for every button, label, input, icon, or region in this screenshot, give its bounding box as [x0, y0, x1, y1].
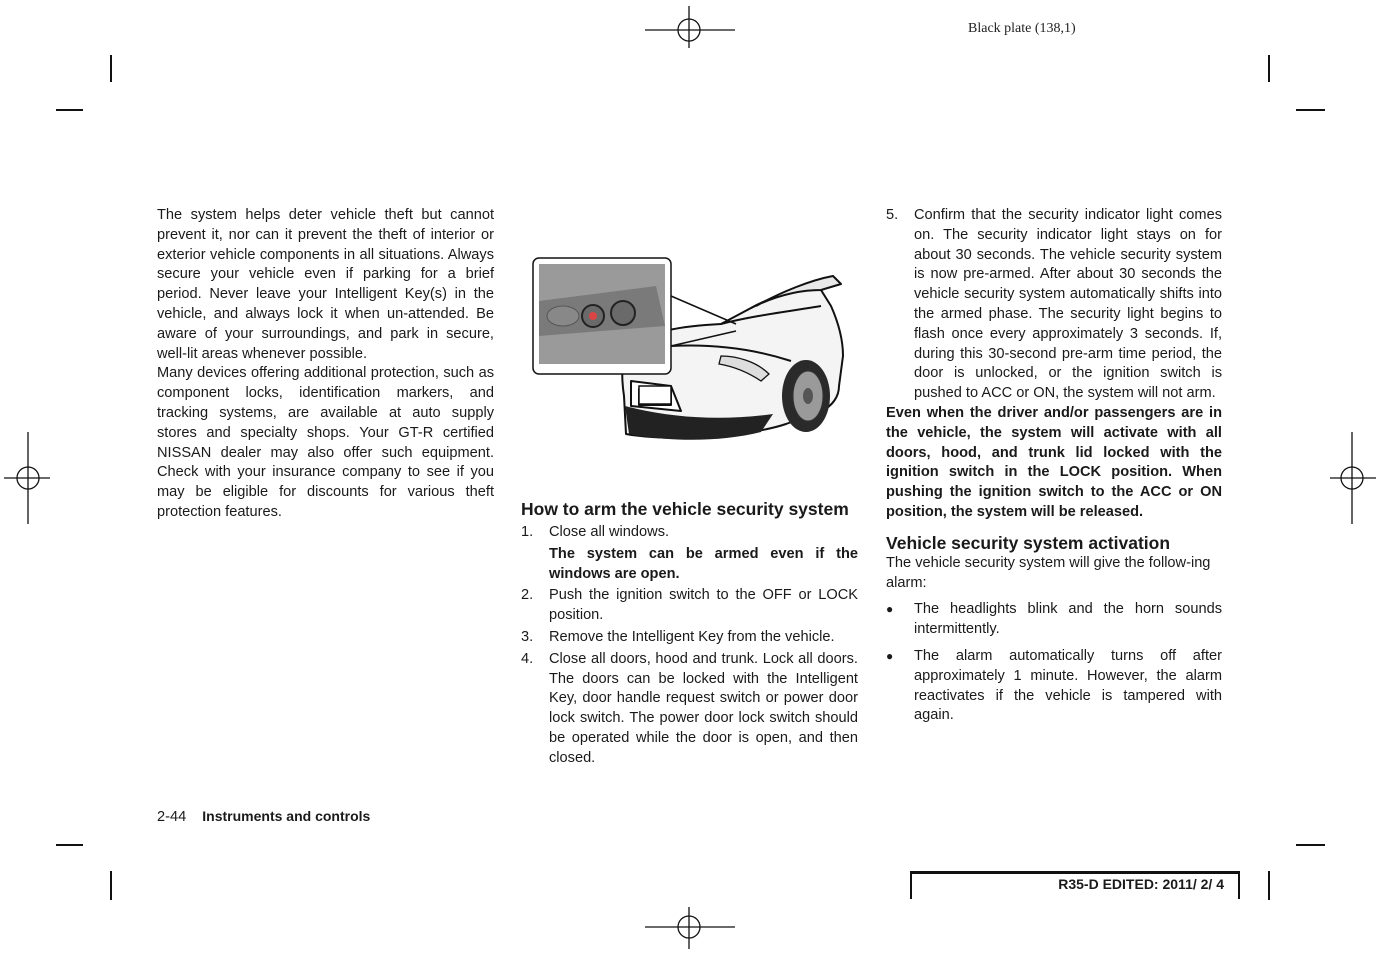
- crop-mark: [1268, 871, 1270, 900]
- devices-paragraph: Many devices offering additional protection, such as component locks, identification markers, and tracking systems, are available at auto supply stores and specialty shops. Your GT-R certified NISSAN dealer may also offer such equipment. Check with your insurance company to see if you may be eligible for discounts for various theft protection features.: [157, 365, 494, 520]
- page-footer: [157, 808, 370, 825]
- crop-mark: [56, 844, 83, 846]
- passenger-warning: Even when the driver and/or passengers are in the vehicle, the system will activate with all doors, hood, and trunk lid locked with the ignition switch in the LOCK position. When pushing the ignition switch to the ACC or ON position, the system will be released.: [886, 404, 1222, 520]
- step-5: [886, 206, 1222, 404]
- step-text: Remove the Intelligent Key from the vehicle.: [549, 628, 835, 645]
- registration-mark-top: [645, 6, 735, 48]
- alarm-bullet-2: [886, 647, 1222, 726]
- security-indicator-light: [589, 312, 597, 320]
- bullet-symbol: ●: [886, 602, 894, 617]
- crop-mark: [110, 871, 112, 900]
- step-1: [521, 523, 858, 543]
- step-number: 4.: [521, 650, 534, 667]
- step-3: [521, 628, 858, 648]
- step-number: 5.: [886, 207, 899, 223]
- step-text: Push the ignition switch to the OFF or LOCK position.: [549, 587, 858, 624]
- step-2: [521, 586, 858, 626]
- step-text: Confirm that the security indicator light comes on. The security indicator light stays on for about 30 seconds. The vehicle security system is now pre-armed. After about 30 seconds the vehicle security system automatically shifts into the armed phase. The security light begins to flash once every approximately 3 seconds. If, during this 30-second pre-arm time period, the door is unlocked, or the ignition switch is pushed to ACC or ON, the system will not arm.: [914, 207, 1222, 402]
- note-text: The system can be armed even if the windows are open.: [549, 545, 858, 582]
- registration-mark-left: [4, 432, 50, 524]
- plate-label: Black plate (138,1): [968, 21, 1076, 36]
- edited-text: R35-D EDITED: 2011/ 2/ 4: [1058, 876, 1224, 892]
- crop-mark: [1268, 55, 1270, 82]
- step-number: 2.: [521, 587, 534, 604]
- edited-stamp: [910, 871, 1240, 899]
- bullet-symbol: ●: [886, 648, 894, 663]
- middle-column: [521, 498, 858, 769]
- registration-mark-bottom: [645, 907, 735, 949]
- intro-paragraph: The system helps deter vehicle theft but cannot prevent it, nor can it prevent the theft of interior or exterior vehicle components in all situations. Always secure your vehicle even if parking for a brief period. Never leave your Intelligent Key(s) in the vehicle, and always lock it when un-attended. Be aware of your surroundings, and park in secure, well-lit areas whenever possible.: [157, 207, 494, 362]
- crop-mark: [56, 109, 83, 111]
- section-title: Instruments and controls: [202, 808, 371, 824]
- step-4: [521, 650, 858, 769]
- step-1-note: [521, 545, 858, 585]
- alarm-bullet-1: [886, 600, 1222, 640]
- security-indicator-car-illustration: [521, 206, 858, 451]
- step-text: Close all windows.: [549, 524, 670, 540]
- left-column: [157, 206, 494, 523]
- right-column: [886, 206, 1222, 726]
- crop-mark: [1296, 109, 1325, 111]
- arm-heading: How to arm the vehicle security system: [521, 499, 849, 519]
- registration-mark-right: [1330, 432, 1376, 524]
- crop-mark: [110, 55, 112, 82]
- activation-heading: Vehicle security system activation: [886, 532, 1171, 553]
- page-number: 2-44: [157, 809, 187, 825]
- step-number: 3.: [521, 628, 534, 645]
- activation-intro: The vehicle security system will give the follow-ing alarm:: [886, 554, 1211, 591]
- step-text: Close all doors, hood and trunk. Lock all doors. The doors can be locked with the Intelligent Key, door handle request switch or power door lock switch. The power door lock switch should be operated while the door is open, and then closed.: [549, 650, 858, 766]
- bullet-text: The alarm automatically turns off after approximately 1 minute. However, the alarm reactivates if the vehicle is tampered with again.: [914, 647, 1222, 724]
- crop-mark: [1296, 844, 1325, 846]
- bullet-text: The headlights blink and the horn sounds intermittently.: [914, 601, 1222, 638]
- step-number: 1.: [521, 524, 534, 540]
